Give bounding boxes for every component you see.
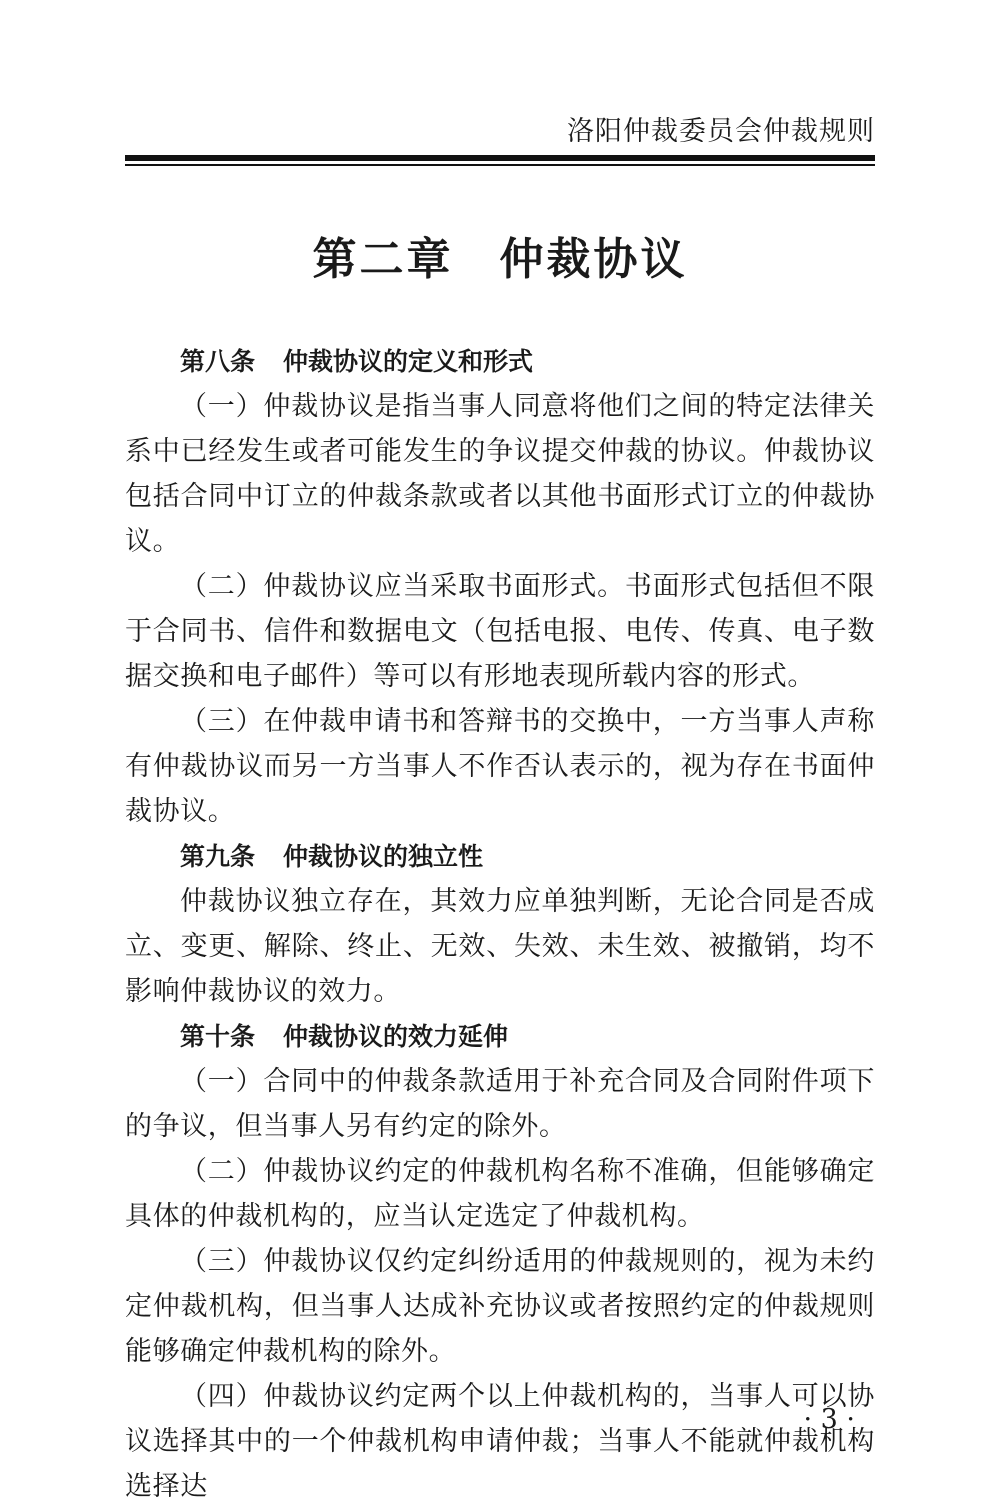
article-title: 仲裁协议的独立性: [283, 842, 484, 871]
article-paragraph: （三）在仲裁申请书和答辩书的交换中，一方当事人声称有仲裁协议而另一方当事人不作否认表示的，视为存在书面仲裁协议。: [125, 706, 875, 827]
chapter-name: 仲裁协议: [499, 234, 688, 285]
article-paragraph: （三）仲裁协议仅约定纠纷适用的仲裁规则的，视为未约定仲裁机构，但当事人达成补充协议或者按照约定的仲裁规则能够确定仲裁机构的除外。: [125, 1246, 875, 1367]
article-heading: [125, 339, 875, 384]
article-number: 第十条: [180, 1022, 256, 1051]
header-rule-thick: [125, 155, 875, 161]
article-title: 仲裁协议的定义和形式: [283, 347, 534, 376]
article-paragraph: 仲裁协议独立存在，其效力应单独判断，无论合同是否成立、变更、解除、终止、无效、失效、未生效、被撤销，均不影响仲裁协议的效力。: [125, 886, 875, 1007]
running-header: 洛阳仲裁委员会仲裁规则: [567, 116, 875, 147]
article-title: 仲裁协议的效力延伸: [283, 1022, 509, 1051]
article-paragraph: （二）仲裁协议应当采取书面形式。书面形式包括但不限于合同书、信件和数据电文（包括电报、电传、传真、电子数据交换和电子邮件）等可以有形地表现所载内容的形式。: [125, 571, 875, 692]
article-number: 第八条: [180, 347, 256, 376]
article-paragraph: （一）合同中的仲裁条款适用于补充合同及合同附件项下的争议，但当事人另有约定的除外。: [125, 1066, 875, 1142]
article: [125, 339, 875, 834]
document-body: [125, 339, 875, 1509]
article-paragraph: （二）仲裁协议约定的仲裁机构名称不准确，但能够确定具体的仲裁机构的，应当认定选定了仲裁机构。: [125, 1156, 875, 1232]
article-paragraph: （一）仲裁协议是指当事人同意将他们之间的特定法律关系中已经发生或者可能发生的争议提交仲裁的协议。仲裁协议包括合同中订立的仲裁条款或者以其他书面形式订立的仲裁协议。: [125, 391, 875, 557]
page-number: · 3 ·: [803, 1404, 855, 1435]
header-rule-thin: [125, 164, 875, 166]
chapter-title: [125, 228, 875, 292]
article-paragraph: （四）仲裁协议约定两个以上仲裁机构的，当事人可以协议选择其中的一个仲裁机构申请仲裁；当事人不能就仲裁机构选择达: [125, 1381, 875, 1502]
chapter-number: 第二章: [312, 234, 454, 285]
article: [125, 834, 875, 1014]
article-number: 第九条: [180, 842, 256, 871]
article-heading: [125, 834, 875, 879]
article-heading: [125, 1014, 875, 1059]
